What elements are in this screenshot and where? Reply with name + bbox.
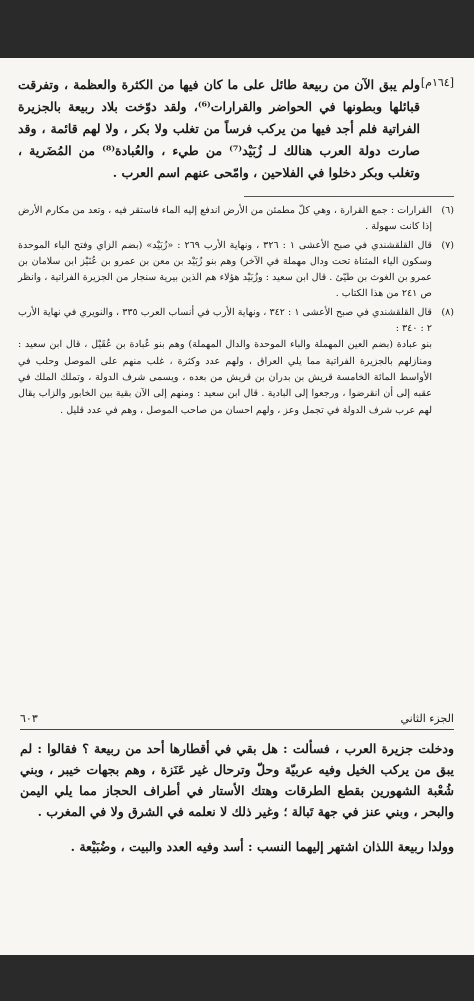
- footnote-number: (٧): [441, 239, 454, 251]
- book-page-lower: [0, 698, 474, 955]
- body-paragraph: ولم يبق الآن من ربيعة طائل على ما كان فيها من الكثرة والعظمة ، وتفرقت قبائلها وبطونها في الحواضر والقرارات⁽⁶⁾، ولقد دوّخت بلاد ربيعة بالجزيرة الفراتية فلم أجد فيها من يركب فرساً من تغلب ولا بكر ، ولا لهم قائمة ، وقد صارت دولة العرب هنالك لـ زُبَيْد⁽⁷⁾ من طيء ، والعُبادة⁽⁸⁾ من المُضَرية ، وتغلب وبكر دخلوا في الفلاحين ، وامّحى عنهم اسم العرب .: [18, 77, 421, 180]
- main-paragraph: [18, 74, 420, 184]
- footnotes: [18, 203, 454, 419]
- footnote-number: (٨): [441, 306, 454, 318]
- footnote-number: (٦): [441, 205, 454, 216]
- running-header: [20, 712, 454, 730]
- footnote: [18, 203, 454, 236]
- footnote-text: [18, 238, 432, 303]
- body-paragraph: ودخلت جزيرة العرب ، فسألت : هل بقي في أقطارها أحد من ربيعة ؟ فقالوا : لم يبق من يركب الخيل وفيه عربيّة وحلّ وترحال غير عَنَزة ، وهم بجهات خيبر ، وبني شُعْبة الشهورين بقطع الطرقات وهتك الأستار في أطراف الحجاز مما يلي اليمن والبحر ، وبني عنز في جهة تَبالة ؛ وغير ذلك لا نعلمه في الشرق ولا في المغرب .: [20, 741, 454, 819]
- footnote-paragraph: القرارات : جمع القرارة ، وهي كلّ مطمئن من الأرض اندفع إليه الماء فاستقر فيه ، وتعد من مكارم الأرض إذا كانت سهولة .: [18, 205, 432, 233]
- main-paragraphs: [20, 738, 454, 857]
- page-gap: [0, 618, 474, 698]
- book-page-upper: [0, 58, 474, 618]
- footnote-paragraph: قال القلقشندي في صبح الأعشى ١ : ٣٢٦ ، ونهاية الأرب ٢٦٩ : «زُبَيْد» (بضم الزاي وفتح الباء الموحدة وسكون الياء المثناة تحت ودال مهملة في الآخر) وهم بنو زُبَيْد بن معن بن عمرو بن عُنَيْز ابن سلامان بن عمرو بن الغوث بن طيّئ . قال ابن سعيد : وزُبَيْد هؤلاء هم الذين بيرية سنجار من الجزيرة الفراتية ، وانظر ص ٢٤١ من هذا الكتاب .: [18, 239, 432, 300]
- top-dark-band: [0, 0, 474, 58]
- footnote-paragraph: قال القلقشندي في صبح الأعشى ١ : ٣٤٢ ، ونهاية الأرب في أنساب العرب ٣٣٥ ، والنويري في نهاية الأرب ٢ : ٣٤٠ :: [18, 306, 433, 335]
- page-number-marker: [١٦٤م]: [420, 76, 454, 89]
- main-text-block: [18, 74, 454, 184]
- header-page-number: ٦٠٣: [20, 712, 38, 725]
- footnote-text: [18, 305, 432, 419]
- footnote: [18, 305, 454, 419]
- bottom-dark-band: [0, 955, 474, 1001]
- body-paragraph: وولدا ربيعة اللذان اشتهر إليهما النسب : أسد وفيه العدد والبيت ، وضُبَيْعة .: [70, 839, 454, 854]
- footnote-paragraph: بنو عبادة (بضم العين المهملة والباء الموحدة والدال المهملة) وهم بنو عُبادة بن عُقَيْل ، قال ابن سعيد : ومنازلهم بالجزيرة الفراتية مما يلي العراق ، ولهم عدد وكثرة ، غلب منهم على الموصل وحلب في الأواسط المائة الخامسة قريش بن بدران بن قريش من بعده ، ويسمى شرف الدولة ، وتملك الملك في عقبه إلى أن انقرضوا ، ورجعوا إلى البادية . قال ابن سعيد : ومنهم إلى الآن بقية بين الخابور والزاب يقال لهم عرب شرف الدولة في تجمل وعز ، ولهم احسان من صاحب الموصل ، وهم في عدد قليل .: [18, 339, 432, 416]
- footnote-separator: [244, 196, 454, 197]
- footnote-text: [18, 203, 432, 236]
- header-title: الجزء الثاني: [400, 712, 454, 725]
- footnote: [18, 238, 454, 303]
